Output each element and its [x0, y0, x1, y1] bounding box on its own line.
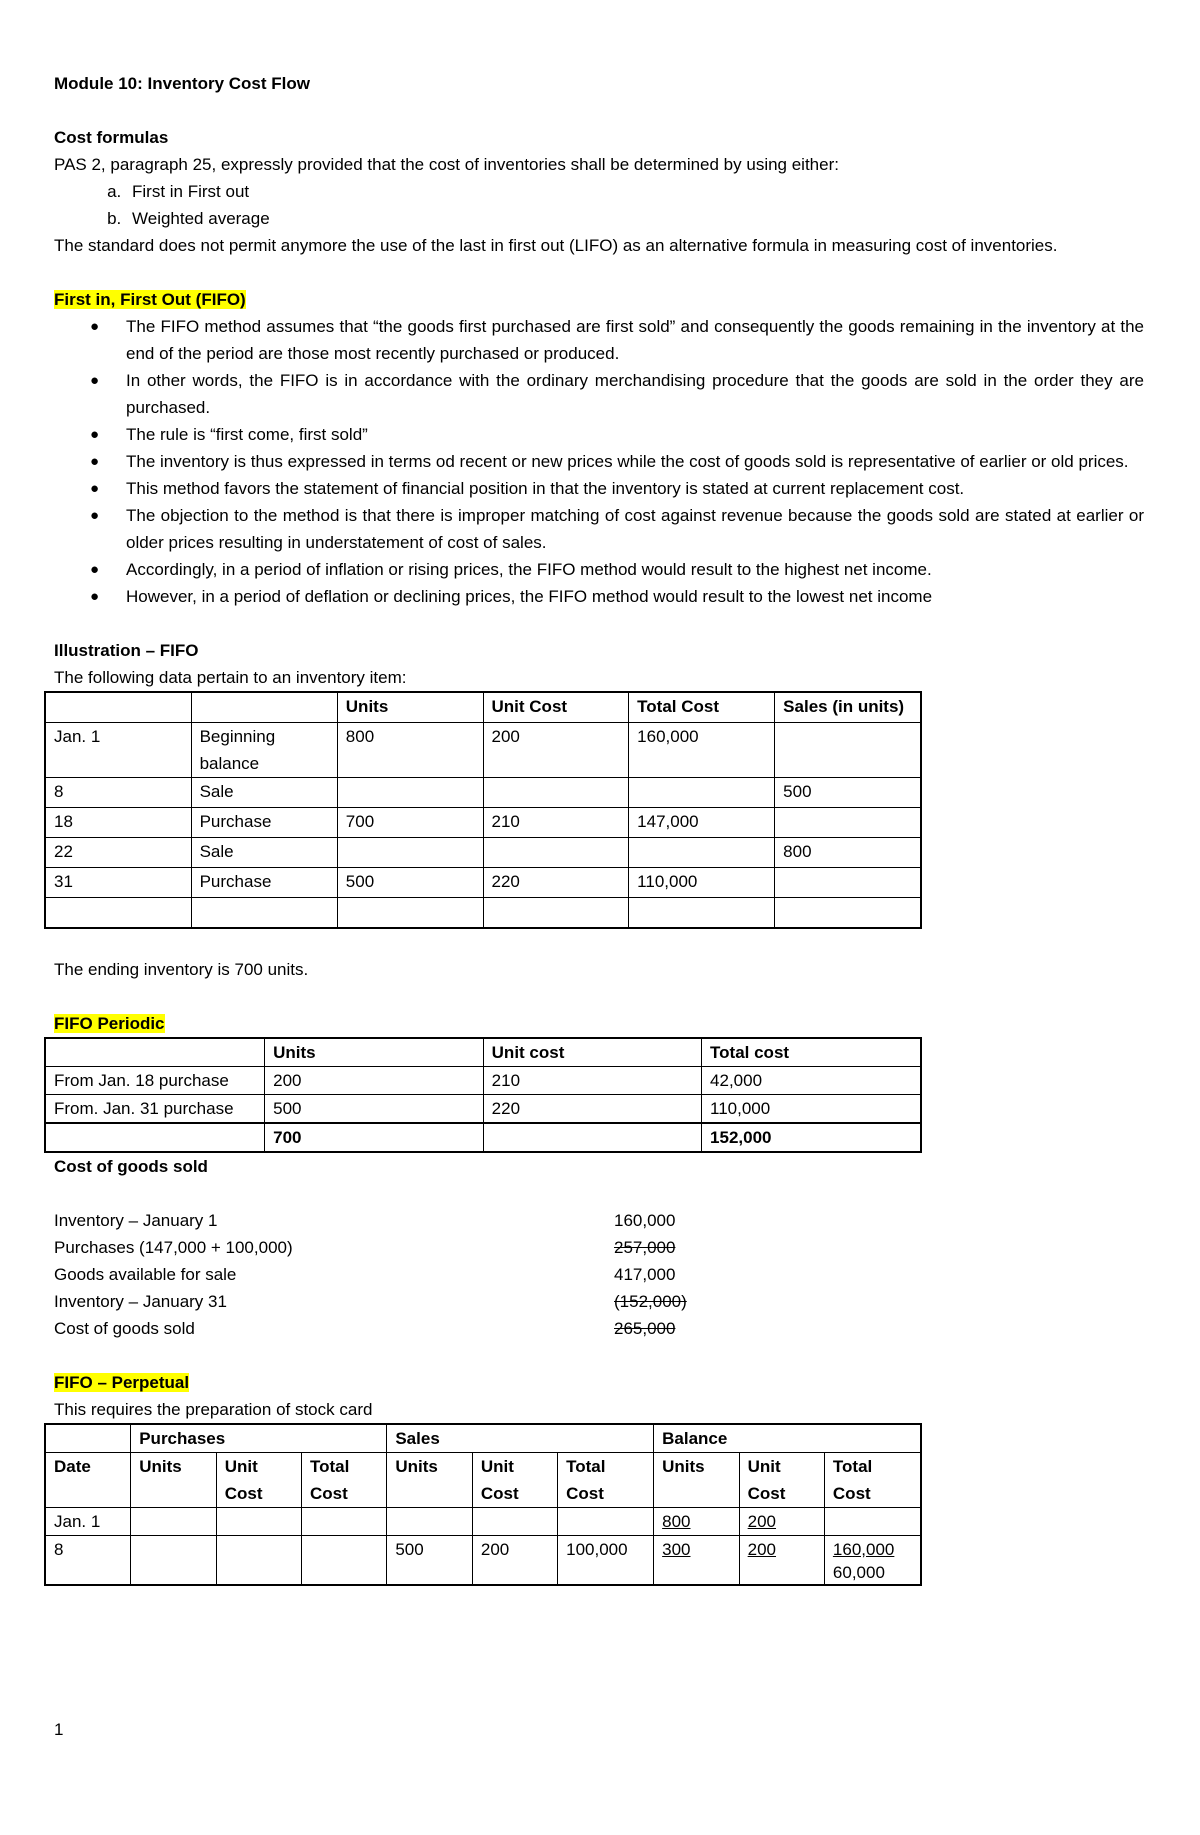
fifo-bullet: ● Accordingly, in a period of inflation or rising prices, the FIFO method would result to the highest net income.: [126, 556, 1144, 583]
table-row: Jan. 1 Beginning balance 800 200 160,000: [45, 723, 921, 778]
fifo-bullet: ● The FIFO method assumes that “the goods first purchased are first sold” and consequently the goods remaining in the inventory at the end of the period are those most recently purchased or produced.: [126, 313, 1144, 367]
document-page: [54, 70, 1144, 1586]
fifo-periodic-heading: FIFO Periodic: [54, 1014, 165, 1033]
option-weighted-average: b. Weighted average: [126, 205, 1144, 232]
bullet-icon: ●: [90, 318, 100, 335]
cogs-line: Inventory – January 31 (152,000): [54, 1292, 687, 1311]
table-group-header-row: Purchases Sales Balance: [45, 1424, 921, 1453]
cogs-line: Goods available for sale 417,000: [54, 1265, 676, 1284]
fifo-bullet: ● This method favors the statement of financial position in that the inventory is stated at current replacement cost.: [126, 475, 1144, 502]
table-row: From Jan. 18 purchase 200 210 42,000: [45, 1067, 921, 1095]
balance-total-cell: 160,000 60,000: [824, 1536, 921, 1586]
bullet-icon: ●: [90, 426, 100, 443]
bullet-icon: ●: [90, 453, 100, 470]
page-number: 1: [54, 1720, 64, 1739]
table-row: 8 500 200 100,000 300 200 160,000 60,000: [45, 1536, 921, 1586]
bullet-icon: ●: [90, 588, 100, 605]
table-total-row: 700 152,000: [45, 1123, 921, 1152]
fifo-bullet-list: [54, 313, 1144, 610]
cost-formulas-heading: Cost formulas: [54, 128, 169, 147]
ending-inventory-note: The ending inventory is 700 units.: [54, 960, 309, 979]
table-row: 18 Purchase 700 210 147,000: [45, 808, 921, 838]
table-header-row: Date Units Unit Cost Total Cost Units Unit Cost Total Cost Units Unit Cost Total Cost: [45, 1453, 921, 1508]
table-row: From. Jan. 31 purchase 500 220 110,000: [45, 1095, 921, 1124]
fifo-bullet: ● The objection to the method is that there is improper matching of cost against revenue because the goods sold are stated at earlier or older prices resulting in understatement of cost of sales.: [126, 502, 1144, 556]
table-row: Jan. 1 800 200: [45, 1508, 921, 1536]
document-title: Module 10: Inventory Cost Flow: [54, 74, 310, 93]
illustration-intro: The following data pertain to an inventory item:: [54, 668, 407, 687]
table-row: 22 Sale 800: [45, 838, 921, 868]
illustration-heading: Illustration – FIFO: [54, 641, 199, 660]
option-fifo: a. First in First out: [126, 178, 1144, 205]
table-row: 31 Purchase 500 220 110,000: [45, 868, 921, 898]
cost-formulas-intro: PAS 2, paragraph 25, expressly provided that the cost of inventories shall be determined by using either:: [54, 155, 839, 174]
lifo-note: The standard does not permit anymore the use of the last in first out (LIFO) as an alternative formula in measuring cost of inventories.: [54, 236, 1058, 255]
stock-card-table: [44, 1423, 922, 1586]
table-row: [45, 898, 921, 929]
bullet-icon: ●: [90, 561, 100, 578]
fifo-bullet: ● The inventory is thus expressed in terms od recent or new prices while the cost of goods sold is representative of earlier or old prices.: [126, 448, 1144, 475]
cogs-line: Cost of goods sold 265,000: [54, 1319, 676, 1338]
bullet-icon: ●: [90, 507, 100, 524]
fifo-bullet: ● The rule is “first come, first sold”: [126, 421, 1144, 448]
fifo-periodic-table: [44, 1037, 922, 1153]
bullet-icon: ●: [90, 372, 100, 389]
table-header-row: Units Unit cost Total cost: [45, 1038, 921, 1067]
cost-formula-options: [54, 178, 1144, 232]
cogs-computation: [54, 1207, 1144, 1342]
fifo-perpetual-intro: This requires the preparation of stock card: [54, 1400, 373, 1419]
table-row: 8 Sale 500: [45, 778, 921, 808]
inventory-data-table: [44, 691, 922, 929]
fifo-perpetual-heading: FIFO – Perpetual: [54, 1373, 190, 1392]
cogs-heading: Cost of goods sold: [54, 1157, 208, 1176]
table-header-row: Units Unit Cost Total Cost Sales (in units): [45, 692, 921, 723]
fifo-bullet: ● However, in a period of deflation or declining prices, the FIFO method would result to the lowest net income: [126, 583, 1144, 610]
fifo-heading: First in, First Out (FIFO): [54, 290, 246, 309]
fifo-bullet: ● In other words, the FIFO is in accordance with the ordinary merchandising procedure that the goods are sold in the order they are purchased.: [126, 367, 1144, 421]
cogs-line: Inventory – January 1 160,000: [54, 1211, 676, 1230]
cogs-line: Purchases (147,000 + 100,000) 257,000: [54, 1238, 676, 1257]
bullet-icon: ●: [90, 480, 100, 497]
